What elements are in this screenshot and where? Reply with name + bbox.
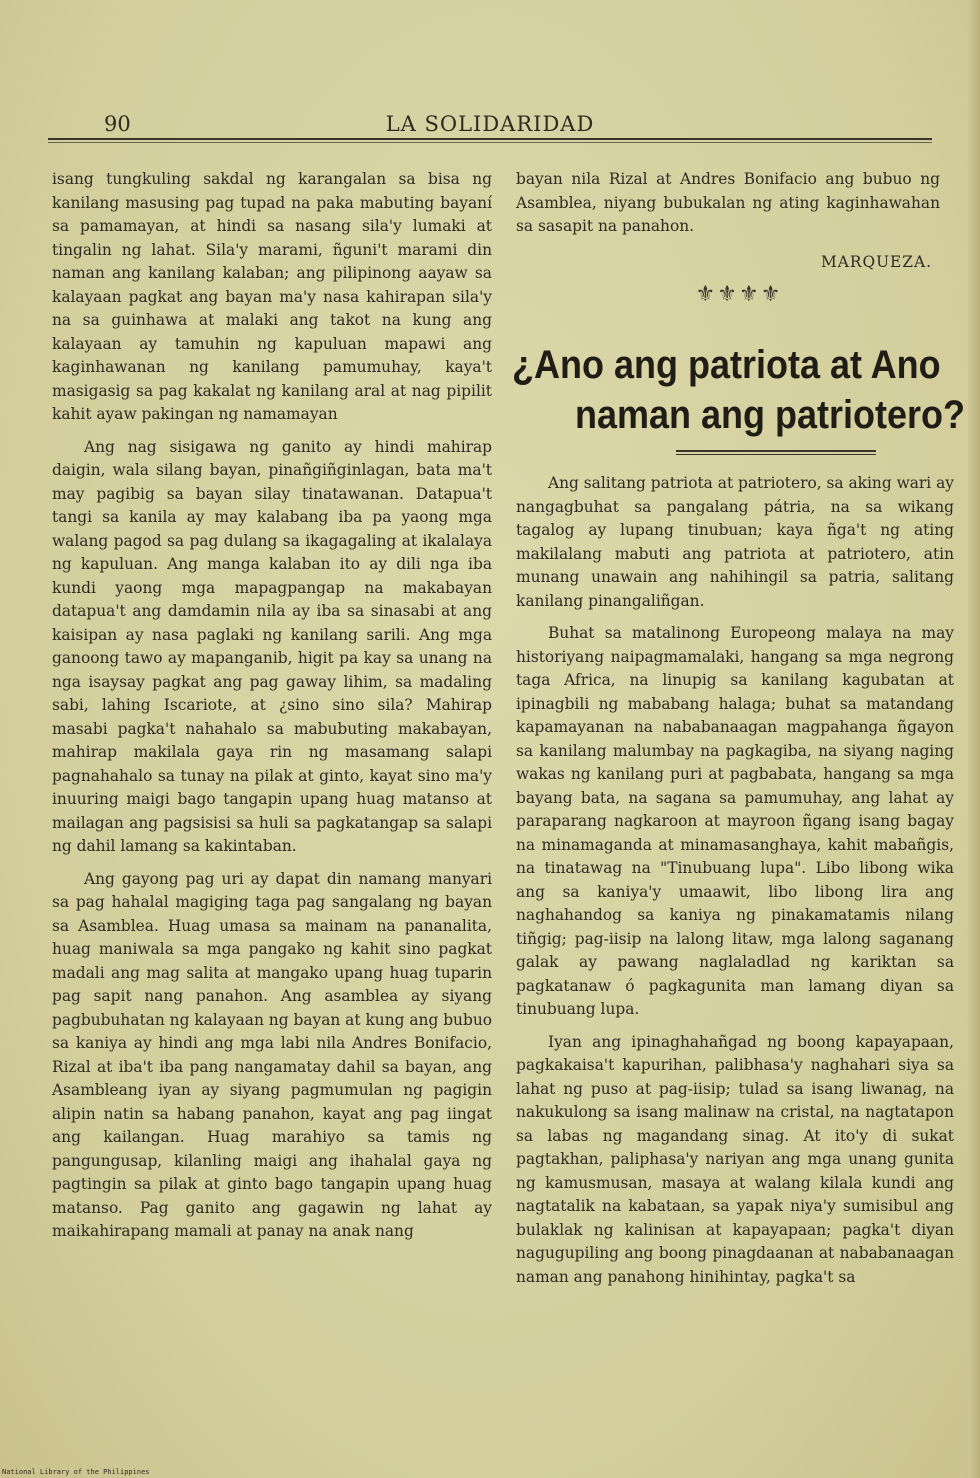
paragraph: Ang salitang patriota at patriotero, sa aking wari ay nangagbuhat sa pangalang pátria, na sa wikang tagalog ay lupang tinubuan; kaya ñga't ng ating makilalang mabuti ang patriota at patriotero, atin munang unawain ang nahihingil sa patria, salitang kanilang pinangaliñgan. [516, 474, 954, 610]
paragraph: isang tungkuling sakdal ng karangalan sa bisa ng kanilang masusing pag tupad na paka mabuting bayaní sa pamamayan, at hindi sa nasang sila'y lumaki at tingalin ng lahat. Sila'y marami, ñguni't marami din naman ang kanilang kalaban; ang pilipinong aayaw sa kalayaan pagkat ang bayan ma'y nasa kahirapan sila'y na sa guinhawa at malaki ang takot na kung ang kalayaan ay tamuhin ng kapuluan mapawi ang kaginhawanan ng kanilang pamumuhay, kaya't masigasig sa pag kakalat ng kanilang aral at nag pipilit kahit ayaw pakingan ng namamayan [52, 170, 492, 423]
header-rule [48, 138, 932, 140]
paragraph: Buhat sa matalinong Europeong malaya na may historiyang naipagmamalaki, hangang sa mga negrong taga Africa, na linupig sa kanilang kagubatan at ipinagbili ng mababang halaga; buhat sa matandang kapamayanan na nababanaagan magpahanga ñgayon sa kanilang malumbay na pagkagiba, na siyang naging wakas ng kanilang puri at pagbabata, hangang sa mga bayang bata, na sagana sa pamumuhay, ang lahat ay paraparang nagkaroon at mayroon ñgang isang bagay na minamaganda at minamasanghaya, kahit mabañgis, na tinatawag na "Tinubuang lupa". Libo libong wika ang sa kaniya'y umaawit, libo libong lira ang naghahandog sa kaniya ng pinakamatamis nilang tiñgig; pag-iisip na lalong litaw, mga lalong saganang galak ay pawang naglaladlad ng kariktan sa pagkatanaw ó pagkagunita man lamang diyan sa tinubuang lupa. [516, 624, 954, 1018]
article-title-line-2: naman ang patriotero? [575, 393, 966, 437]
title-rule-thin [676, 454, 876, 455]
right-column-body [516, 472, 954, 1298]
author-signature: MARQUEZA. [821, 252, 932, 271]
article-title-line-1: ¿Ano ang patriota at Ano [512, 343, 941, 387]
header-rule-thin [48, 142, 932, 143]
page-number: 90 [104, 112, 131, 136]
fleuron-ornament-icon: ⚜⚜⚜⚜ [695, 282, 783, 307]
paragraph: Iyan ang ipinaghahañgad ng boong kapayapaan, pagkakaisa't kapurihan, palibhasa'y naghahari siya sa lahat ng puso at pag-iisip; tulad sa isang liwanag, na nakukulong sa isang malinaw na cristal, na nagtatapon sa labas ng magandang sinag. At ito'y di sukat pagtakhan, paliphasa'y nariyan ang mga unang gunita ng kamusmusan, masaya at walang kilala kundi ang nagtatalik na kabataan, sa yapak niya'y sumisibul ang bulaklak ng kalinisan at kapayapaan; pagka't diyan nagugupiling ang boong pinagdaanan at nababanaagan naman ang panahong hinihintay, pagka't sa [516, 1032, 954, 1286]
library-credit: National Library of the Philippines [2, 1468, 150, 1476]
paragraph: Ang gayong pag uri ay dapat din namang manyari sa pag hahalal magiging taga pag sangalang ng bayan sa Asamblea. Huag umasa sa mainam na pananalita, huag maniwala sa mga pangako ng kahit sino pagkat madali ang mag salita at mangako upang huag tuparin pag sapit nang panahon. Ang asamblea ay siyang pagbubuhatan ng kalayaan ng bayan at kung ang bubuo sa kaniya ay hindi ang mga labi nila Andres Bonifacio, Rizal at iba't iba pang nangamatay dahil sa bayan, ang Asambleang iyan ay siyang pagmumulan ng pagigin alipin natin sa habang panahon, kayat ang pag iingat ang kailangan. Huag marahiyo sa tamis ng pangungusap, kilanling maigi ang ihahalal gaya ng pagtingin sa pilak at ginto bago tangapin upang huag matanso. Pag ganito ang gagawin ng lahat ay maikahirapang mamali at panay na anak nang [52, 869, 492, 1240]
paragraph-continuation: bayan nila Rizal at Andres Bonifacio ang bubuo ng Asamblea, niyang bubukalan ng ating kaginhawahan sa sasapit na panahon. [516, 170, 940, 235]
title-rule [676, 450, 876, 452]
right-column-top [516, 168, 940, 274]
left-column [52, 168, 492, 1253]
page-header [50, 112, 930, 138]
running-title: LA SOLIDARIDAD [385, 112, 595, 136]
page-edge [968, 0, 980, 1478]
paragraph: Ang nag sisigawa ng ganito ay hindi mahirap daigin, wala silang bayan, pinañgiñginlagan, bata ma't may pagibig sa bayan silay tinatawanan. Datapua't tangi sa kanila ay may kalabang iba pa yaong mga walang pagod sa pag dulang sa ikagagaling at ikalalaya ng kapuluan. Ang manga kalaban ito ay dili nga iba kundi yaong mga mapagpangap na makabayan datapua't ang damdamin nila ay iba sa sinasabi at ang kaisipan ay nasa paglaki ng kanilang sarili. Ang mga ganoong tawo ay mapanganib, higit pa kay sa unang na nga isaysay pagkat ang pag gaway lihim, sa madaling sabi, lahing Iscariote, at ¿sino sino sila? Mahirap masabi pagka't nahahalo sa mabubuting makabayan, mahirap makilala gaya rin ng masamang salapi pagnahahalo sa tunay na pilak at ginto, kayat sino ma'y inuuring maigi bago tangapin upang huag matanso at mailagan ang pagsisisi sa huli sa pagkatangap sa salapi ng dahil lamang sa kakintaban. [52, 437, 492, 855]
article-title [512, 340, 966, 440]
